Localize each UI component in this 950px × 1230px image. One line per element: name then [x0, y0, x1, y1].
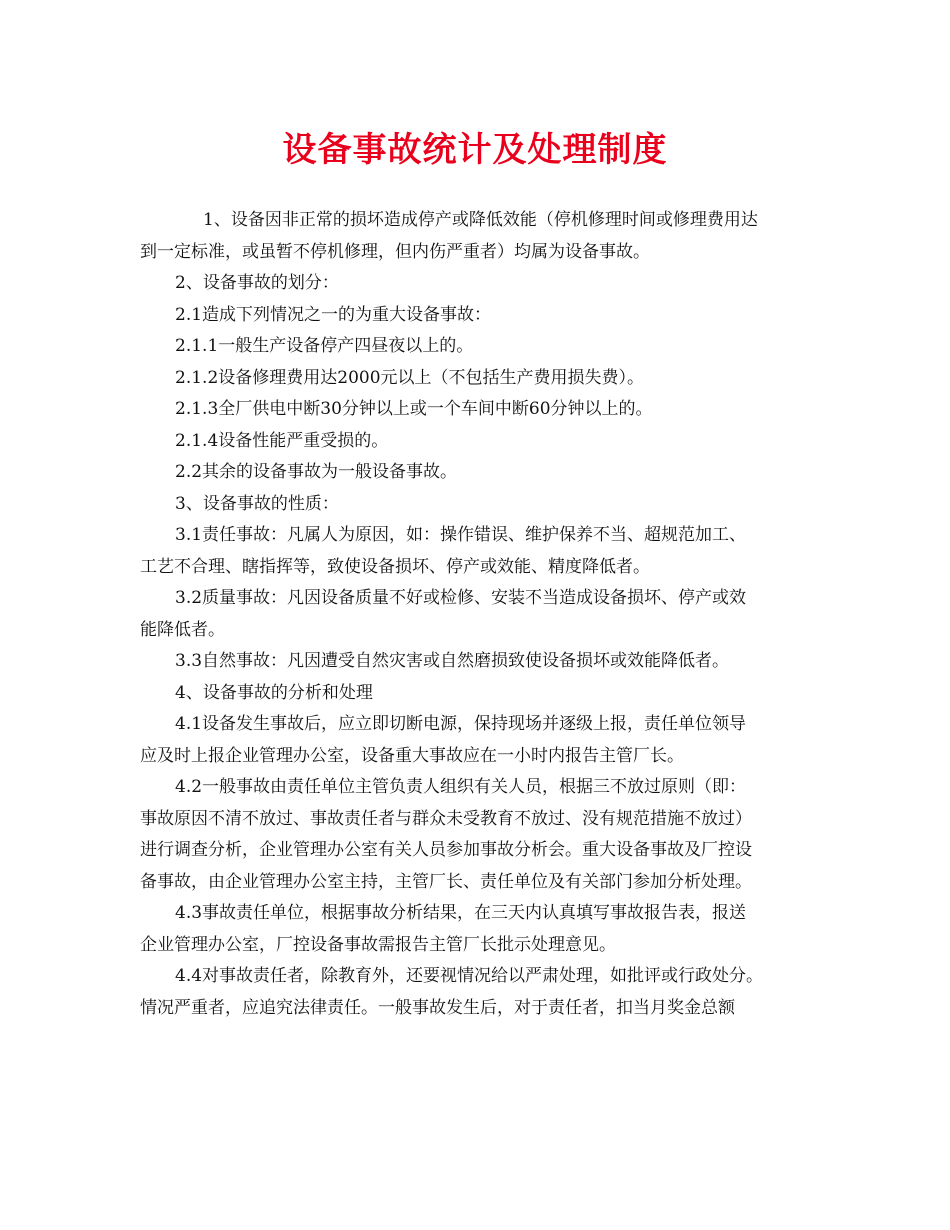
paragraph [140, 394, 830, 426]
paragraph-line: 3、设备事故的性质： [175, 493, 339, 514]
paragraph [140, 678, 830, 710]
paragraph-line: 2.1.4设备性能严重受损的。 [175, 430, 389, 451]
paragraph-line: 2.1.3全厂供电中断30分钟以上或一个车间中断60分钟以上的。 [175, 399, 653, 419]
paragraph [140, 961, 830, 1024]
paragraph-line: 2.2其余的设备事故为一般设备事故。 [175, 462, 458, 482]
paragraph [140, 489, 830, 521]
paragraph-line: 1、设备因非正常的损坏造成停产或降低效能（停机修理时间或修理费用达 [203, 210, 758, 230]
document-body [140, 205, 830, 1024]
paragraph [140, 363, 830, 395]
paragraph-line: 进行调查分析，企业管理办公室有关人员参加事故分析会。重大设备事故及厂控设 [140, 840, 752, 860]
paragraph [140, 520, 830, 583]
paragraph [140, 331, 830, 363]
paragraph-line: 情况严重者，应追究法律责任。一般事故发生后，对于责任者，扣当月奖金总额 [140, 997, 735, 1018]
paragraph-line: 4.3事故责任单位，根据事故分析结果，在三天内认真填写事故报告表，报送 [175, 903, 747, 923]
paragraph-line: 事故原因不清不放过、事故责任者与群众未受教育不放过、没有规范措施不放过） [140, 808, 752, 829]
document-title: 设备事故统计及处理制度 [282, 130, 668, 170]
paragraph-line: 到一定标准，或虽暂不停机修理，但内伤严重者）均属为设备事故。 [140, 241, 650, 262]
paragraph-line: 4、设备事故的分析和处理 [175, 682, 373, 703]
paragraph [140, 646, 830, 678]
paragraph-line: 企业管理办公室，厂控设备事故需报告主管厂长批示处理意见。 [140, 934, 616, 955]
paragraph-line: 应及时上报企业管理办公室，设备重大事故应在一小时内报告主管厂长。 [140, 745, 684, 766]
paragraph-line: 3.2质量事故：凡因设备质量不好或检修、安装不当造成设备损坏、停产或效 [175, 588, 747, 608]
paragraph [140, 457, 830, 489]
paragraph-line: 4.2一般事故由责任单位主管负责人组织有关人员，根据三不放过原则（即： [175, 777, 747, 797]
paragraph-line: 3.3自然事故：凡因遭受自然灾害或自然磨损致使设备损坏或效能降低者。 [175, 651, 730, 671]
paragraph-line: 2、设备事故的划分： [175, 273, 339, 293]
paragraph-line: 4.1设备发生事故后，应立即切断电源，保持现场并逐级上报，责任单位领导 [175, 714, 747, 734]
paragraph-line: 工艺不合理、瞎指挥等，致使设备损坏、停产或效能、精度降低者。 [140, 556, 650, 577]
paragraph [140, 709, 830, 772]
paragraph [140, 268, 830, 300]
paragraph-line: 备事故，由企业管理办公室主持，主管厂长、责任单位及有关部门参加分析处理。 [140, 871, 752, 892]
paragraph [140, 205, 830, 268]
paragraph-line: 2.1造成下列情况之一的为重大设备事故： [175, 304, 492, 325]
paragraph-line: 能降低者。 [140, 619, 225, 640]
paragraph-line: 2.1.1一般生产设备停产四昼夜以上的。 [175, 336, 474, 356]
paragraph-line: 4.4对事故责任者，除教育外，还要视情况给以严肃处理，如批评或行政处分。 [175, 966, 764, 986]
paragraph [140, 426, 830, 458]
paragraph [140, 300, 830, 332]
paragraph [140, 772, 830, 898]
paragraph-line: 3.1责任事故：凡属人为原因，如：操作错误、维护保养不当、超规范加工、 [175, 525, 747, 545]
paragraph [140, 583, 830, 646]
paragraph-line: 2.1.2设备修理费用达2000元以上（不包括生产费用损失费）。 [175, 367, 645, 388]
paragraph [140, 898, 830, 961]
